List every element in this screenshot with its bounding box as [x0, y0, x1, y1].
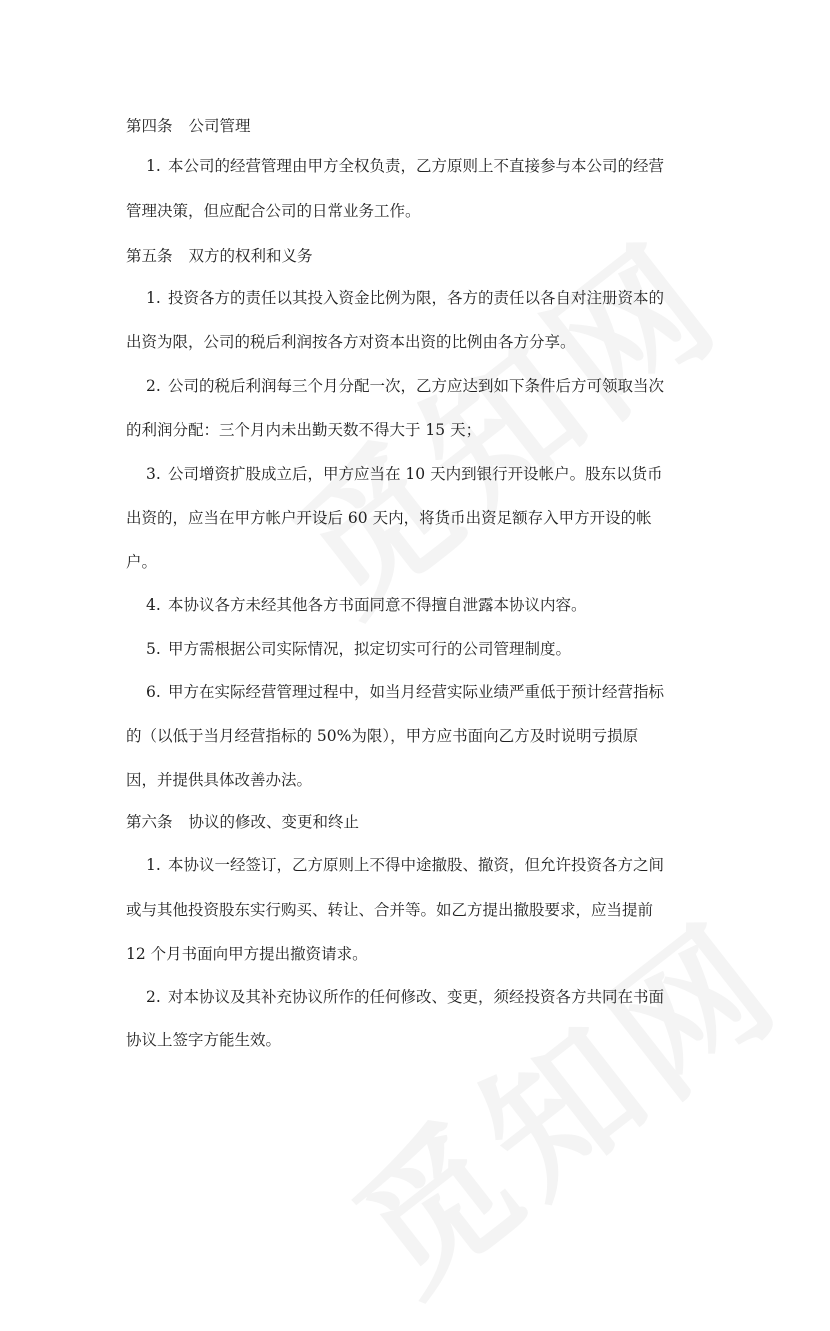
clause-index: 2. [146, 377, 161, 395]
clause-text-continuation: 的（以低于当月经营指标的 50%为限），甲方应书面向乙方及时说明亏损原 [126, 727, 639, 745]
watermark [304, 865, 815, 1331]
clause-text-continuation: 或与其他投资股东实行购买、转让、合并等。如乙方提出撤股要求，应当提前 [126, 901, 654, 919]
clause-item [146, 593, 587, 617]
section-heading-6 [126, 810, 359, 834]
clause-text: 甲方需根据公司实际情况，拟定切实可行的公司管理制度。 [168, 640, 572, 658]
clause-text-continuation: 户。 [126, 553, 158, 571]
section-title: 双方的权利和义务 [188, 247, 313, 265]
clause-index: 3. [146, 465, 161, 483]
clause-text: 本公司的经营管理由甲方全权负责，乙方原则上不直接参与本公司的经营 [168, 157, 665, 175]
clause-text: 本协议各方未经其他各方书面同意不得擅自泄露本协议内容。 [168, 596, 587, 614]
clause-index: 5. [146, 640, 161, 658]
section-title: 协议的修改、变更和终止 [188, 813, 360, 831]
clause-index: 1. [146, 856, 161, 874]
clause-index: 2. [146, 988, 161, 1006]
clause-item [146, 853, 664, 877]
clause-text-continuation: 出资的，应当在甲方帐户开设后 60 天内，将货币出资足额存入甲方开设的帐 [126, 509, 652, 527]
clause-text: 甲方在实际经营管理过程中，如当月经营实际业绩严重低于预计经营指标 [168, 683, 665, 701]
clause-item [146, 462, 663, 486]
clause-index: 1. [146, 289, 161, 307]
clause-text: 本协议一经签订，乙方原则上不得中途撤股、撤资，但允许投资各方之间 [168, 856, 665, 874]
clause-text-continuation: 管理决策，但应配合公司的日常业务工作。 [126, 202, 421, 220]
clause-item [146, 985, 664, 1009]
clause-item [146, 680, 664, 704]
section-heading-4 [126, 114, 251, 138]
clause-text: 公司的税后利润每三个月分配一次，乙方应达到如下条件后方可领取当次 [168, 377, 665, 395]
clause-index: 6. [146, 683, 161, 701]
section-number: 第六条 [126, 813, 173, 831]
section-number: 第五条 [126, 247, 173, 265]
clause-item [146, 154, 664, 178]
clause-text-continuation: 出资为限，公司的税后利润按各方对资本出资的比例由各方分享。 [126, 333, 576, 351]
clause-text-continuation: 的利润分配：三个月内未出勤天数不得大于 15 天； [126, 421, 482, 439]
clause-item [146, 286, 664, 310]
section-number: 第四条 [126, 117, 173, 135]
clause-text-continuation: 12 个月书面向甲方提出撤资请求。 [126, 945, 368, 963]
clause-text-continuation: 协议上签字方能生效。 [126, 1031, 282, 1049]
clause-index: 4. [146, 596, 161, 614]
clause-text: 对本协议及其补充协议所作的任何修改、变更，须经投资各方共同在书面 [168, 988, 665, 1006]
clause-text: 投资各方的责任以其投入资金比例为限，各方的责任以各自对注册资本的 [168, 289, 665, 307]
section-heading-5 [126, 244, 313, 268]
clause-text-continuation: 因，并提供具体改善办法。 [126, 771, 313, 789]
clause-index: 1. [146, 157, 161, 175]
clause-text: 公司增资扩股成立后，甲方应当在 10 天内到银行开设帐户。股东以货币 [168, 465, 663, 483]
clause-item [146, 374, 664, 398]
clause-item [146, 637, 571, 661]
section-title: 公司管理 [188, 117, 251, 135]
